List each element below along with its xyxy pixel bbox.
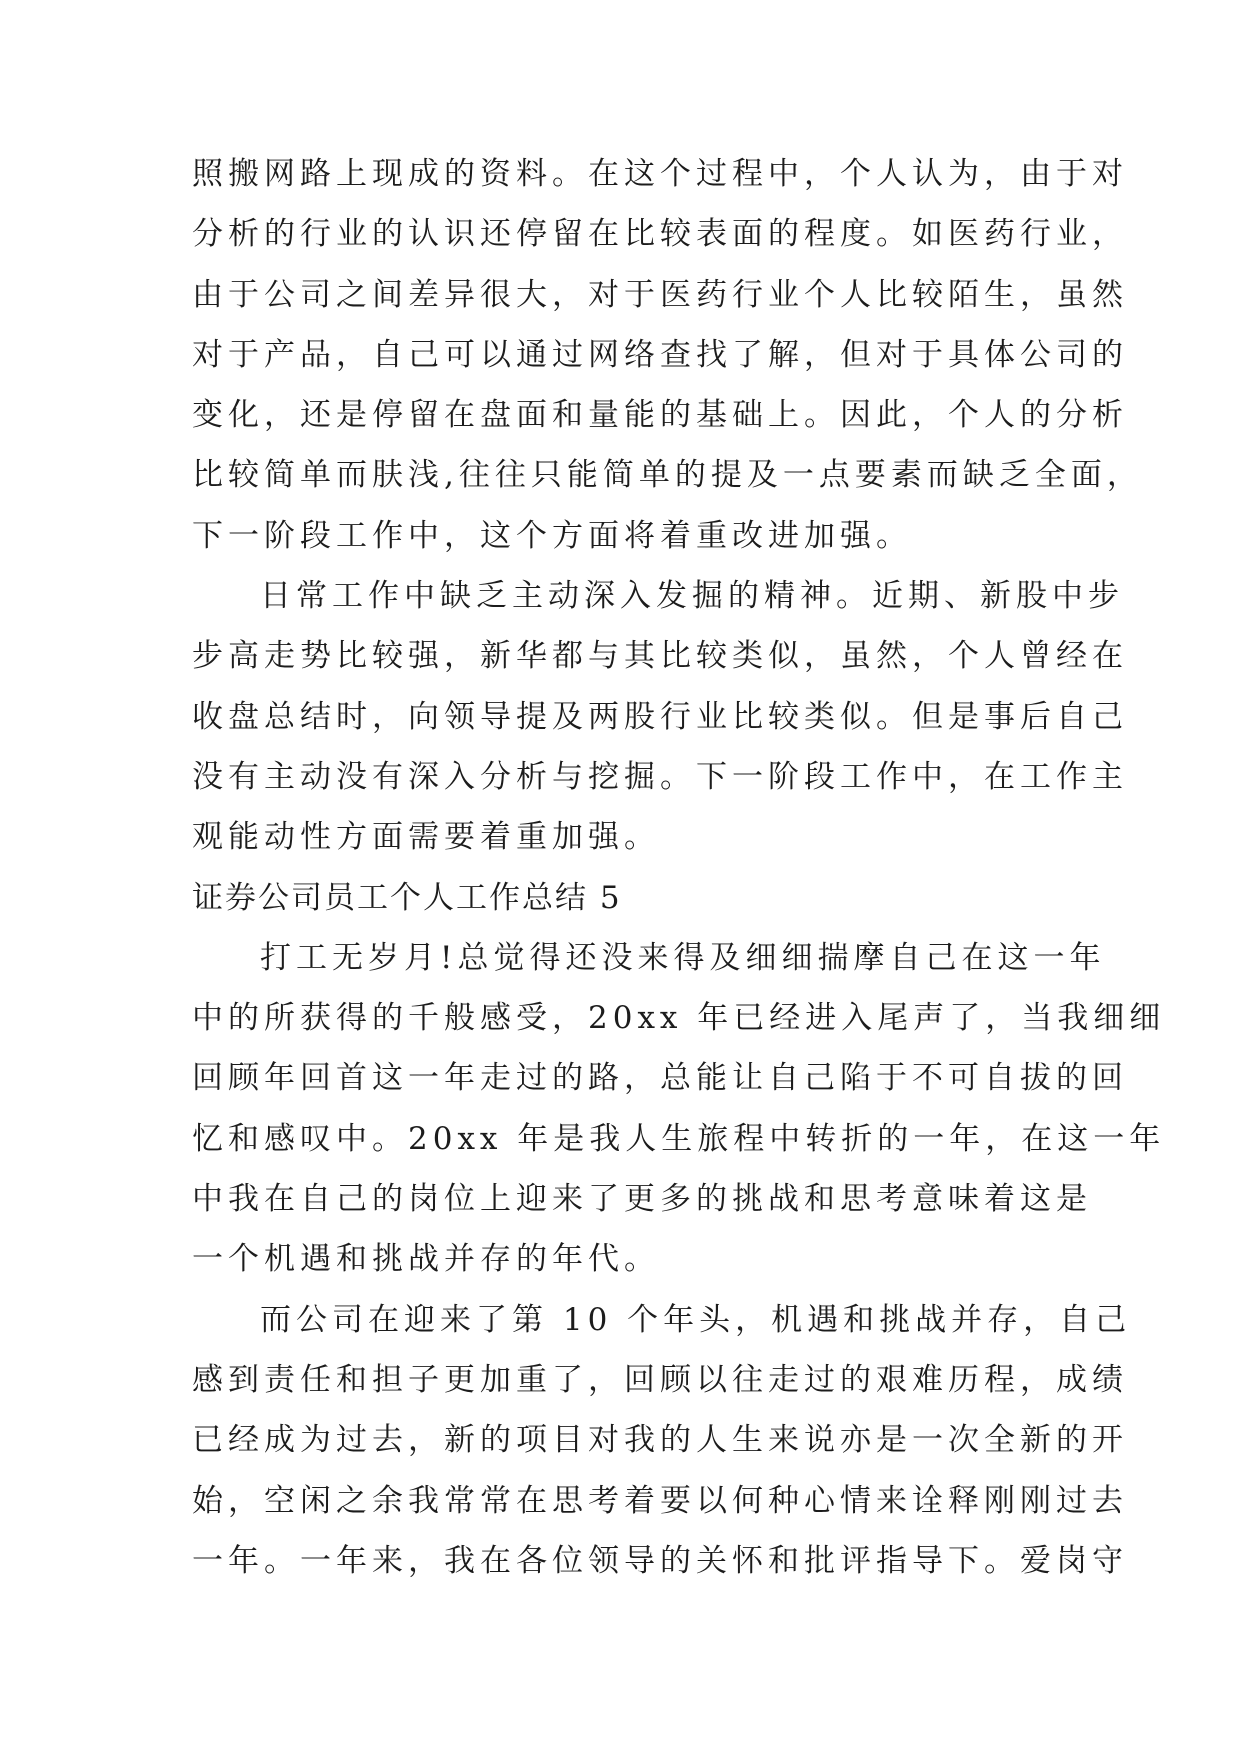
section-heading: 证券公司员工个人工作总结 5 bbox=[192, 879, 622, 916]
text-line: 分析的行业的认识还停留在比较表面的程度。如医药行业， bbox=[192, 216, 1128, 253]
text-line: 下一阶段工作中，这个方面将着重改进加强。 bbox=[192, 517, 912, 554]
text-line: 中我在自己的岗位上迎来了更多的挑战和思考意味着这是 bbox=[192, 1181, 1092, 1218]
text-line: 打工无岁月!总觉得还没来得及细细揣摩自己在这一年 bbox=[260, 939, 1106, 976]
text-line: 对于产品，自己可以通过网络查找了解，但对于具体公司的 bbox=[192, 336, 1128, 373]
text-line: 感到责任和担子更加重了，回顾以往走过的艰难历程，成绩 bbox=[192, 1361, 1128, 1398]
text-line: 没有主动没有深入分析与挖掘。下一阶段工作中，在工作主 bbox=[192, 758, 1128, 795]
text-line: 观能动性方面需要着重加强。 bbox=[192, 819, 660, 856]
text-line: 比较简单而肤浅,往往只能简单的提及一点要素而缺乏全面， bbox=[192, 457, 1143, 494]
text-line: 而公司在迎来了第 10 个年头，机遇和挑战并存，自己 bbox=[260, 1301, 1132, 1338]
text-line: 回顾年回首这一年走过的路，总能让自己陷于不可自拔的回 bbox=[192, 1060, 1128, 1097]
text-line: 变化，还是停留在盘面和量能的基础上。因此，个人的分析 bbox=[192, 397, 1128, 434]
text-line: 一个机遇和挑战并存的年代。 bbox=[192, 1241, 660, 1278]
text-line: 由于公司之间差异很大，对于医药行业个人比较陌生，虽然 bbox=[192, 276, 1128, 313]
text-line: 一年。一年来，我在各位领导的关怀和批评指导下。爱岗守 bbox=[192, 1542, 1128, 1579]
text-line: 照搬网路上现成的资料。在这个过程中，个人认为，由于对 bbox=[192, 156, 1128, 192]
text-line: 步高走势比较强，新华都与其比较类似，虽然，个人曾经在 bbox=[192, 638, 1128, 675]
document-body bbox=[192, 144, 1166, 1591]
text-line: 始，空闲之余我常常在思考着要以何种心情来诠释刚刚过去 bbox=[192, 1482, 1128, 1519]
text-line: 忆和感叹中。20xx 年是我人生旅程中转折的一年，在这一年 bbox=[192, 1120, 1166, 1157]
text-line: 日常工作中缺乏主动深入发掘的精神。近期、新股中步 bbox=[260, 578, 1124, 615]
text-line: 中的所获得的千般感受，20xx 年已经进入尾声了，当我细细 bbox=[192, 1000, 1166, 1037]
text-line: 收盘总结时，向领导提及两股行业比较类似。但是事后自己 bbox=[192, 698, 1128, 735]
text-line: 已经成为过去，新的项目对我的人生来说亦是一次全新的开 bbox=[192, 1422, 1128, 1459]
